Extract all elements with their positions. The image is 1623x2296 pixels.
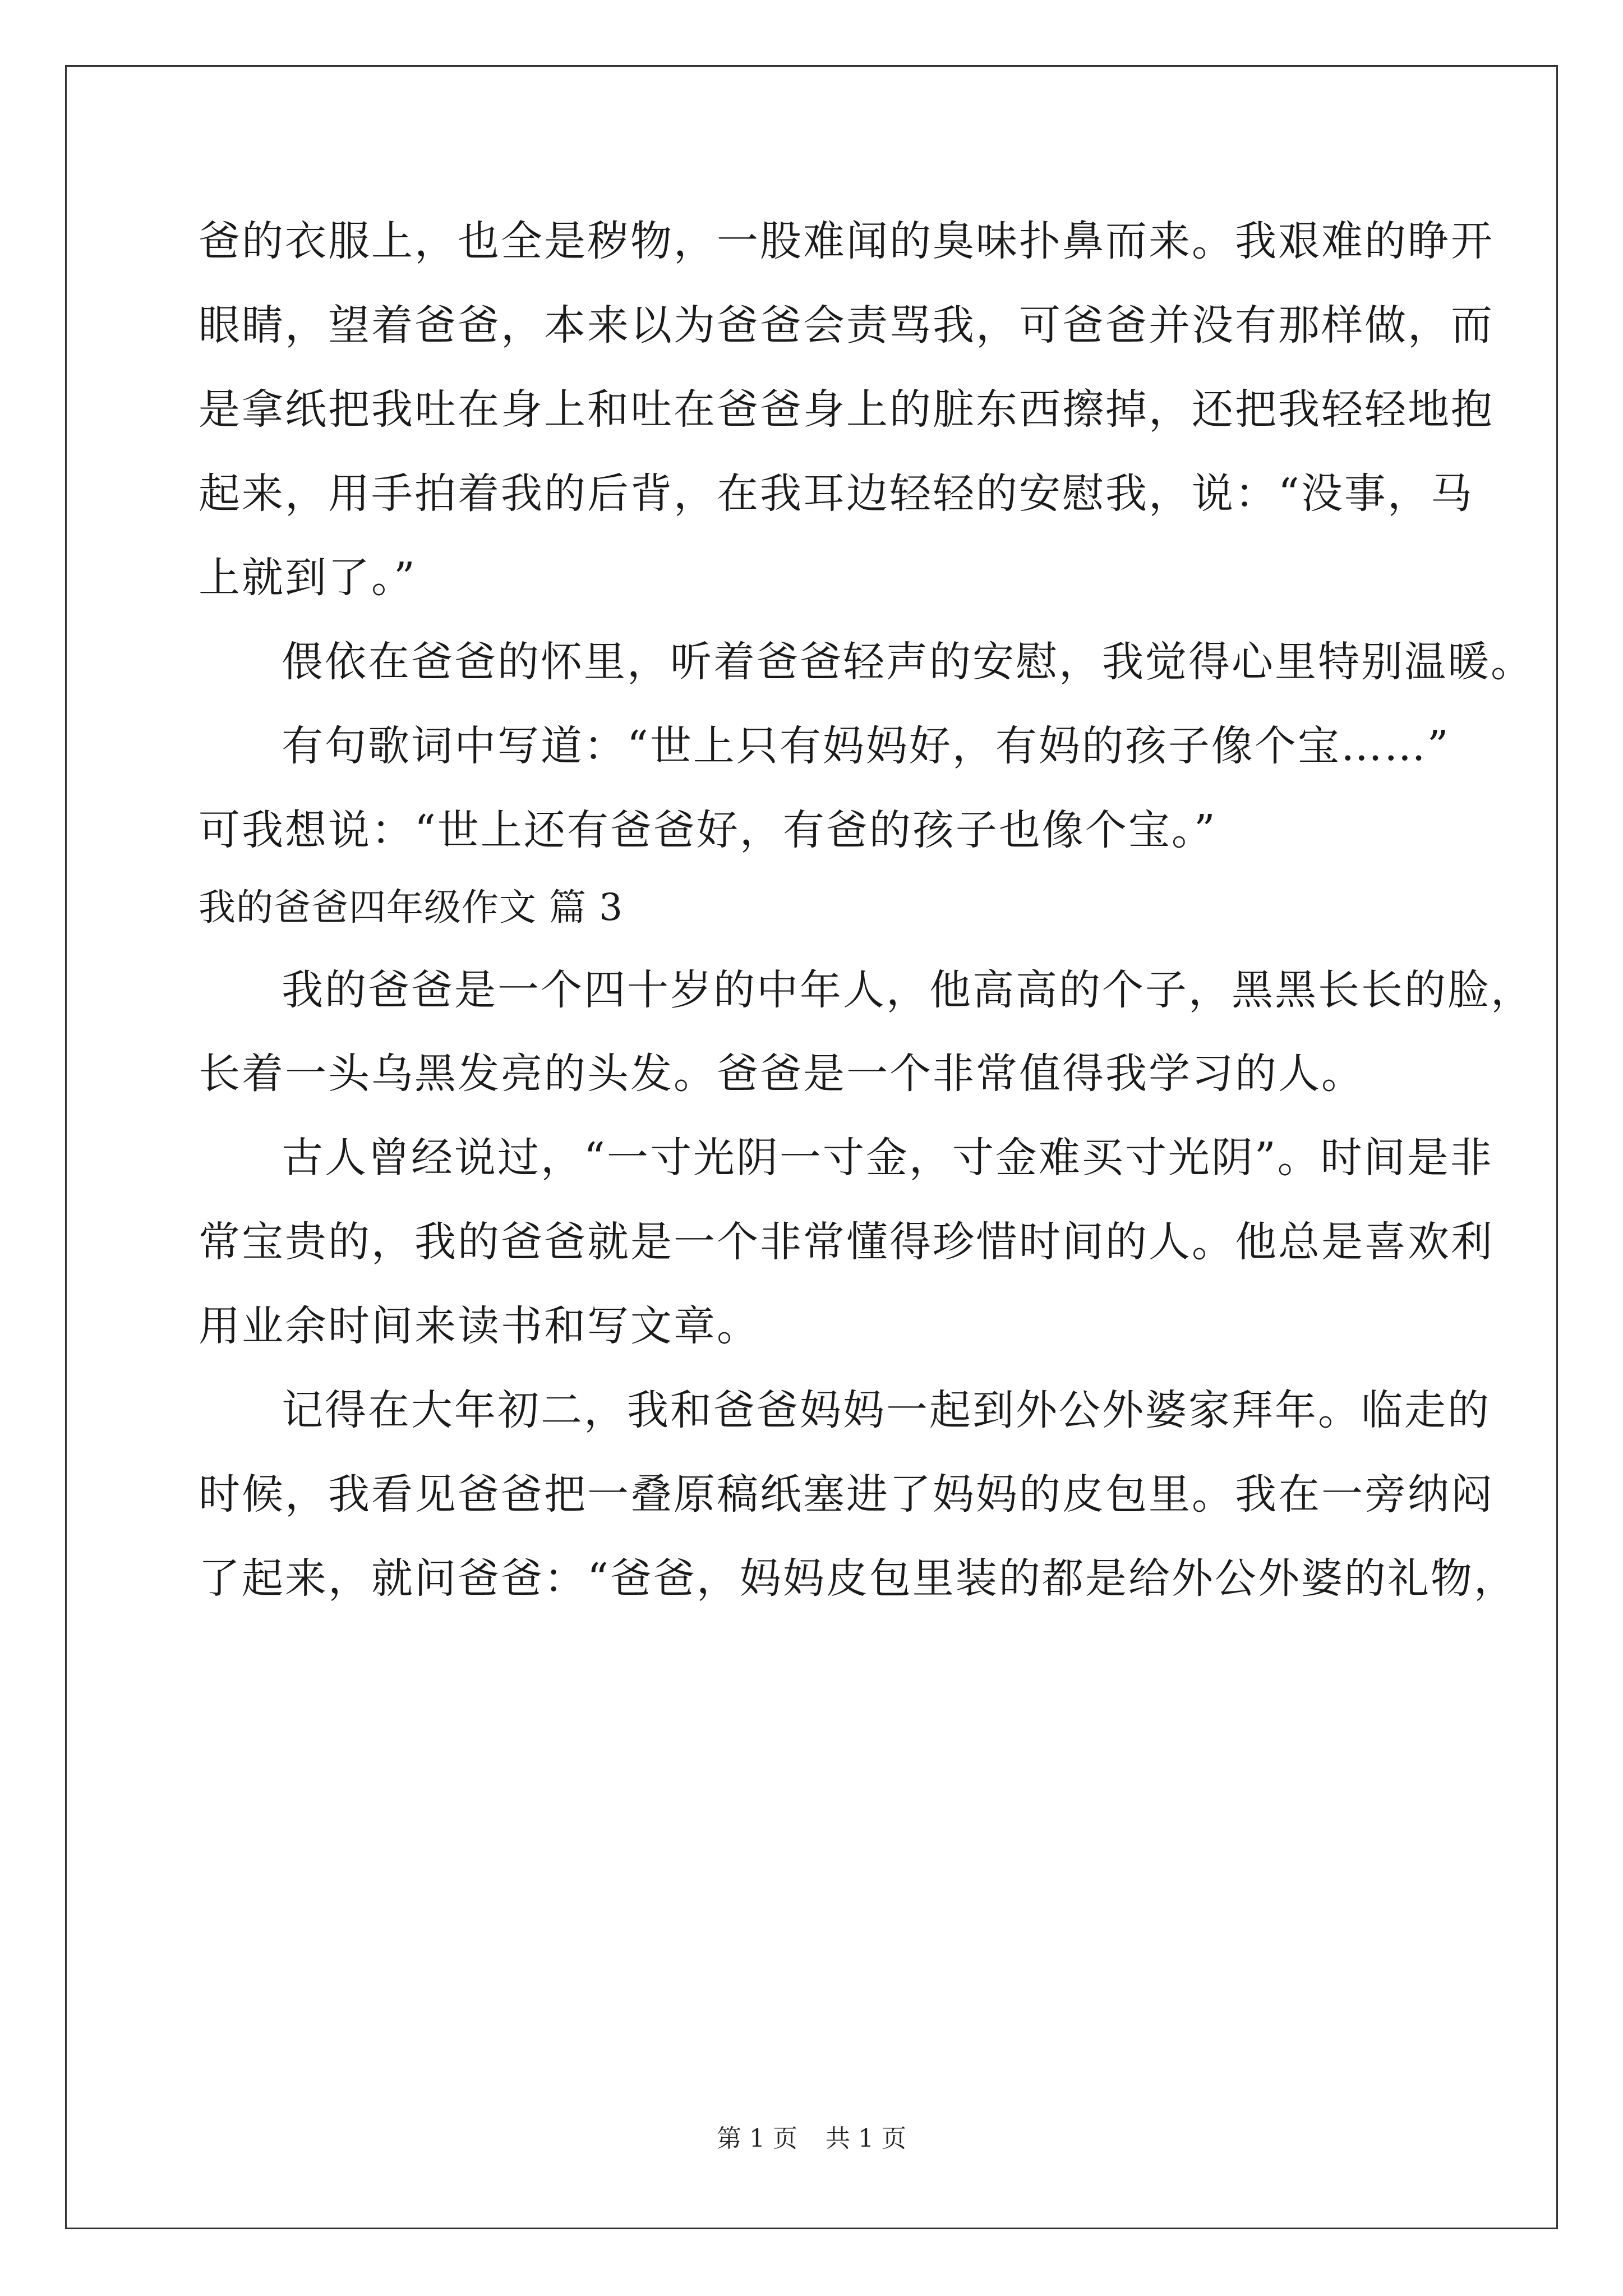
page-total: 共 1 页 (826, 2124, 906, 2153)
text-line: 长着一头乌黑发亮的头发。爸爸是一个非常值得我学习的人。 (199, 1050, 1364, 1098)
text-line: 可我想说：“世上还有爸爸好，有爸的孩子也像个宝。” (199, 806, 1217, 854)
text-line: 了起来，就问爸爸：“爸爸，妈妈皮包里装的都是给外公外婆的礼物， (199, 1554, 1517, 1603)
section-heading: 我的爸爸四年级作文 篇 3 (199, 886, 623, 929)
text-line: 用业余时间来读书和写文章。 (199, 1302, 760, 1350)
text-line: 偎依在爸爸的怀里，听着爸爸轻声的安慰，我觉得心里特别温暖。 (282, 638, 1534, 686)
text-line: 我的爸爸是一个四十岁的中年人，他高高的个子，黑黑长长的脸， (282, 966, 1534, 1014)
text-line: 起来，用手拍着我的后背，在我耳边轻轻的安慰我，说：“没事，马 (199, 470, 1474, 518)
text-line: 记得在大年初二，我和爸爸妈妈一起到外公外婆家拜年。临走的 (282, 1386, 1491, 1434)
text-line: 古人曾经说过，“一寸光阴一寸金，寸金难买寸光阴”。时间是非 (282, 1134, 1493, 1182)
page-footer (0, 2118, 1623, 2154)
text-line: 时候，我看见爸爸把一叠原稿纸塞进了妈妈的皮包里。我在一旁纳闷 (199, 1470, 1494, 1519)
text-line: 上就到了。” (199, 554, 417, 602)
text-line: 常宝贵的，我的爸爸就是一个非常懂得珍惜时间的人。他总是喜欢利 (199, 1218, 1494, 1266)
text-line: 有句歌词中写道：“世上只有妈妈好，有妈的孩子像个宝……” (282, 722, 1450, 770)
text-line: 爸的衣服上，也全是秽物，一股难闻的臭味扑鼻而来。我艰难的睁开 (199, 217, 1494, 265)
text-line: 眼睛，望着爸爸，本来以为爸爸会责骂我，可爸爸并没有那样做，而 (199, 301, 1494, 349)
text-line: 是拿纸把我吐在身上和吐在爸爸身上的脏东西擦掉，还把我轻轻地抱 (199, 385, 1494, 434)
page-number: 第 1 页 (717, 2124, 797, 2153)
